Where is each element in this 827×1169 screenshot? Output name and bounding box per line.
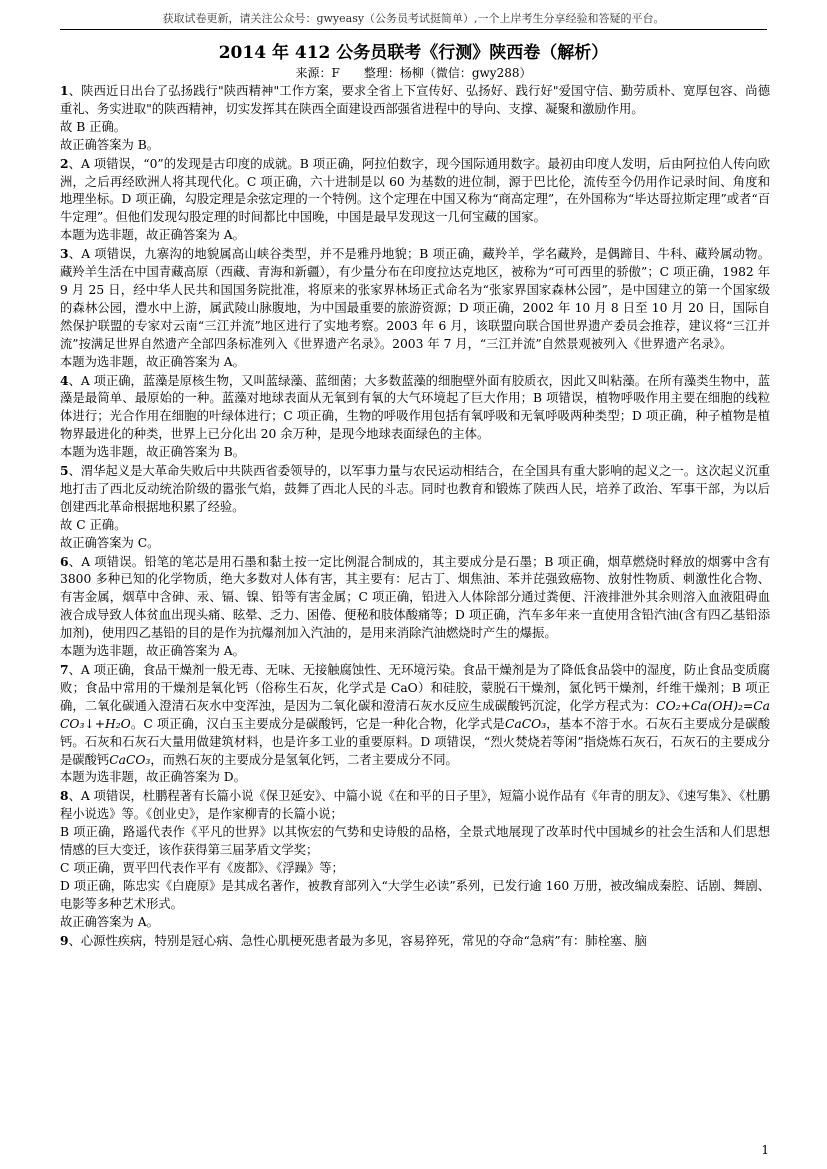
answer-line: 故正确答案为 C。 [60, 535, 160, 550]
question-paragraph [60, 462, 770, 517]
question-number: 6 [60, 553, 69, 569]
question-paragraph [60, 82, 770, 119]
answer-line: 本题为选非题，故正确答案为 A。 [60, 228, 245, 243]
explanation-line: D 项正确，陈忠实《白鹿原》是其成名著作，被教育部列入“大学生必读”系列，已发行逾 160 万册，被改编成秦腔、话剧、舞剧、电影等多种艺术形式。 [60, 878, 770, 911]
question-paragraph [60, 932, 770, 951]
question-text: 、A 项正确，食品干燥剂一般无毒、无味、无接触腐蚀性、无环境污染。食品干燥剂是为了降低食品袋中的湿度，防止食品变质腐败；食品中常用的干燥剂是氧化钙（俗称生石灰，化学式是 CaO）和硅胶，蒙脱石干燥剂，氯化钙干燥剂，纤维干燥剂；B 项正确，二氧化碳通入澄清石灰水中变浑浊，是因为二氧化碳和澄清石灰水反应生成碳酸钙沉淀，化学方程式为： [60, 663, 770, 713]
question-number: 3 [60, 246, 69, 262]
question-paragraph [60, 372, 770, 445]
question-number: 4 [60, 372, 69, 388]
question-text: 。C 项正确，汉白玉主要成分是碳酸钙，它是一种化合物，化学式是 [130, 716, 505, 731]
source-line: 来源：F 整理：杨柳（微信：gwy288） [295, 66, 532, 80]
question-text: 、A 项错误。铅笔的笔芯是用石墨和黏土按一定比例混合制成的，其主要成分是石墨；B 项正确，烟草燃烧时释放的烟雾中含有 3800 多种已知的化学物质，绝大多数对人体有害，其主要有：尼古丁、烟焦油、苯并芘强致癌物、放射性物质、刺激性化合物、有害金属，烟草中含砷、汞、镉、镍、铅等有害金属；C 项正确，铅进入人体除部分通过粪便、汗液排泄外其余则溶入血液阻碍血液合成导致人体贫血出现头痛、眩晕、乏力、困倦、便秘和肢体酸痛等；D 项正确，汽车多年来一直使用含铅汽油(含有四乙基铅添加剂)，使用四乙基铅的目的是作为抗爆剂加入汽油的，是用来消除汽油燃烧时产生的爆振。 [60, 554, 770, 641]
answer-line: 本题为选非题，故正确答案为 B。 [60, 445, 246, 460]
question-number: 8 [60, 788, 69, 804]
answer-line: 故 C 正确。 [60, 517, 127, 532]
chemical-equation: CO₂+Ca(OH)₂=CaCO₃↓+H₂O [60, 698, 770, 731]
question-text: ，基本不溶于水。石灰石主要成分是碳酸钙。石灰和石灰石大量用做建筑材料，也是许多工业的重要原料。D 项错误，“烈火焚烧若等闲”指烧炼石灰石，石灰石的主要成分是碳酸钙 [60, 716, 770, 767]
question-text: 、陕西近日出台了弘扬践行"陕西精神"工作方案，要求全省上下宣传好、弘扬好、践行好"爱国守信、勤劳质朴、宽厚包容、尚德重礼、务实进取"的陕西精神，切实发挥其在陕西全面建设西部强省进程中的导向、支撑、凝聚和激励作用。 [60, 84, 770, 116]
question-text: 、心源性疾病，特别是冠心病、急性心肌梗死患者最为多见，容易猝死，常见的夺命“急病”有：肺栓塞、脑 [68, 933, 647, 948]
question-paragraph [60, 553, 770, 644]
question-number: 7 [60, 662, 69, 677]
page-title: 2014 年 412 公务员联考《行测》陕西卷（解析） [218, 43, 609, 63]
answer-line: 故 B 正确。 [60, 119, 127, 134]
question-paragraph [60, 661, 770, 769]
page-number: 1 [761, 1143, 769, 1157]
chemical-formula: CaCO₃ [109, 752, 151, 767]
document-body [60, 82, 770, 951]
answer-line: 本题为选非题，故正确答案为 A。 [60, 644, 245, 659]
question-text: 、A 项错误，九寨沟的地貌属高山峡谷类型，并不是雅丹地貌；B 项正确，藏羚羊，学名藏羚，是偶蹄目、牛科、藏羚属动物。藏羚羊生活在中国青藏高原（西藏、青海和新疆），有少量分布在印度拉达克地区，被称为“可可西里的骄傲”；C 项正确，1982 年 9 月 25 日，经中华人民共和国国务院批准，将原来的张家界林场正式命名为“张家界国家森林公园”，是中国建立的第一个国家级的森林公园，澧水中上游，属武陵山脉腹地，为中国最重要的旅游资源；D 项正确，2002 年 10 月 8 日至 10 月 20 日，国际自然保护联盟的专家对云南“三江并流”地区进行了实地考察。2003 年 6 月，该联盟向联合国世界遗产委员会推荐，建议将“三江并流”按满足世界自然遗产全部四条标准列入《世界遗产名录》。2003 年 7 月，“三江并流”自然景观被列入《世界遗产名录》。 [60, 247, 770, 351]
question-paragraph [60, 155, 770, 228]
question-number: 1 [60, 83, 69, 98]
answer-line: 本题为选非题，故正确答案为 A。 [60, 354, 245, 369]
explanation-line: B 项正确，路遥代表作《平凡的世界》以其恢宏的气势和史诗般的品格，全景式地展现了改革时代中国城乡的社会生活和人们思想情感的巨大变迁，该作获得第三届茅盾文学奖； [60, 825, 770, 858]
question-text: 、A 项错误，“0”的发现是古印度的成就。B 项正确，阿拉伯数字，现今国际通用数字。最初由印度人发明，后由阿拉伯人传向欧洲，之后再经欧洲人将其现代化。C 项正确，六十进制是以 60 为基数的进位制，源于巴比伦，流传至今仍用作记录时间、角度和地理坐标。D 项正确，勾股定理是余弦定理的一个特例。这个定理在中国又称为“商高定理”，在外国称为“毕达哥拉斯定理”或者“百牛定理”。但他们发现勾股定理的时间都比中国晚，中国是最早发现这一几何宝藏的国家。 [60, 156, 770, 225]
question-text: 、A 项错误，杜鹏程著有长篇小说《保卫延安》、中篇小说《在和平的日子里》，短篇小说作品有《年青的朋友》、《速写集》、《杜鹏程小说选》等。《创业史》，是作家柳青的长篇小说； [60, 789, 770, 822]
question-paragraph [60, 787, 770, 824]
chemical-formula: CaCO₃ [504, 716, 547, 731]
question-text: ，而熟石灰的主要成分是氢氧化钙，二者主要成分不同。 [150, 752, 458, 767]
header-note: 获取试卷更新，请关注公众号：gwyeasy（公务员考试挺简单）,一个上岸考生分享经验和答疑的平台。 [60, 10, 767, 30]
question-text: 、A 项正确，蓝藻是原核生物，又叫蓝绿藻、蓝细菌；大多数蓝藻的细胞壁外面有胶质衣，因此又叫粘藻。在所有藻类生物中，蓝藻是最简单、最原始的一种。蓝藻对地球表面从无氧到有氧的大气环境起了巨大作用；B 项错误，植物呼吸作用主要在细胞的线粒体进行；光合作用在细胞的叶绿体进行；C 项正确，生物的呼吸作用包括有氧呼吸和无氧呼吸两种类型；D 项正确，种子植物是植物界最进化的种类，世界上已分化出 20 余万种，是现今地球表面绿色的主体。 [60, 373, 770, 442]
question-number: 9 [60, 932, 69, 948]
answer-line: 故正确答案为 B。 [60, 137, 160, 152]
answer-line: 故正确答案为 A。 [60, 914, 159, 929]
answer-line: 本题为选非题，故正确答案为 D。 [60, 770, 246, 785]
question-number: 5 [60, 463, 69, 479]
question-text: 、渭华起义是大革命失败后中共陕西省委领导的，以军事力量与农民运动相结合，在全国具有重大影响的起义之一。这次起义沉重地打击了西北反动统治阶级的嚣张气焰，鼓舞了西北人民的斗志。同时也教育和锻炼了陕西人民，培养了政治、军事干部，为以后创建西北革命根据地积累了经验。 [60, 464, 770, 514]
question-number: 2 [60, 155, 69, 171]
question-paragraph [60, 245, 770, 353]
explanation-line: C 项正确，贾平凹代表作平有《废都》、《浮躁》等； [60, 860, 344, 875]
